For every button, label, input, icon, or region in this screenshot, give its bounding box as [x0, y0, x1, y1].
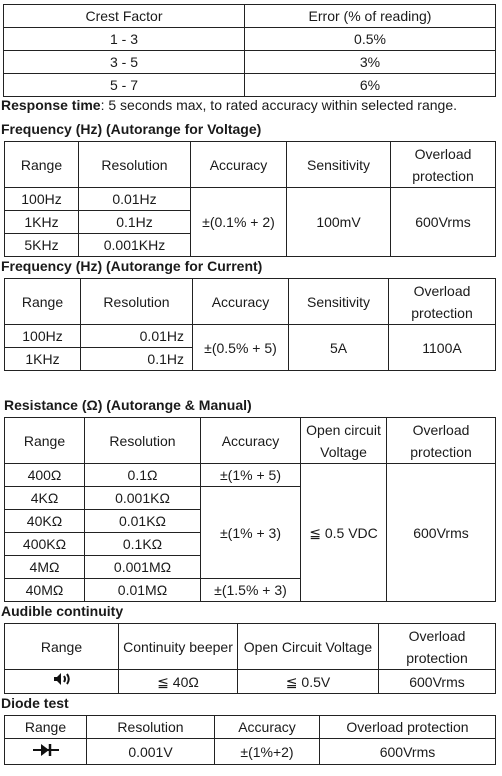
overload-cell: 600Vrms — [320, 739, 496, 765]
crest-factor-table — [3, 4, 496, 97]
header-overload: Overload protection — [320, 716, 496, 739]
header-resolution: Resolution — [81, 279, 193, 325]
accuracy-cell: ±(1% + 3) — [201, 487, 301, 579]
crest-cell: 1 - 3 — [4, 28, 245, 51]
accuracy-cell: ±(1%+2) — [215, 739, 320, 765]
overload-cell: 600Vrms — [391, 188, 496, 257]
overload-cell: 600Vrms — [387, 464, 496, 602]
resolution-cell: 0.1KΩ — [85, 533, 201, 556]
freq-voltage-table — [4, 141, 496, 257]
voltage-cell: ≦ 0.5V — [238, 670, 379, 694]
freq-current-title: Frequency (Hz) (Autorange for Current) — [1, 258, 263, 274]
header-range: Range — [5, 279, 81, 325]
resolution-cell: 0.01Hz — [79, 188, 191, 211]
range-cell: 100Hz — [5, 325, 81, 348]
header-overload: Overload protection — [387, 418, 496, 464]
header-overload: Overload protection — [389, 279, 496, 325]
resolution-cell: 0.01KΩ — [85, 510, 201, 533]
accuracy-cell: ±(1% + 5) — [201, 464, 301, 487]
header-range: Range — [5, 716, 87, 739]
resistance-title: Resistance (Ω) (Autorange & Manual) — [4, 397, 252, 413]
response-time-label: Response time — [1, 97, 101, 113]
sensitivity-cell: 5A — [289, 325, 389, 371]
resolution-cell: 0.1Ω — [85, 464, 201, 487]
header-range: Range — [5, 142, 79, 188]
resolution-cell: 0.001MΩ — [85, 556, 201, 579]
header-continuity-beeper: Continuity beeper — [119, 624, 238, 670]
crest-header-error: Error (% of reading) — [245, 5, 496, 28]
sensitivity-cell: 100mV — [287, 188, 391, 257]
header-accuracy: Accuracy — [193, 279, 289, 325]
header-overload: Overload protection — [391, 142, 496, 188]
resolution-cell: 0.1Hz — [81, 348, 193, 371]
range-cell: 5KHz — [5, 234, 79, 257]
diode-title: Diode test — [1, 695, 69, 711]
crest-cell: 5 - 7 — [4, 74, 245, 97]
range-cell: 100Hz — [5, 188, 79, 211]
freq-voltage-title: Frequency (Hz) (Autorange for Voltage) — [1, 121, 262, 137]
overload-cell: 1100A — [389, 325, 496, 371]
crest-cell: 3 - 5 — [4, 51, 245, 74]
range-cell: 400Ω — [5, 464, 85, 487]
header-open-circuit-voltage: Open Circuit Voltage — [238, 624, 379, 670]
resolution-cell: 0.01Hz — [81, 325, 193, 348]
resolution-cell: 0.1Hz — [79, 211, 191, 234]
crest-cell: 0.5% — [245, 28, 496, 51]
range-cell: 40KΩ — [5, 510, 85, 533]
resolution-cell: 0.001KHz — [79, 234, 191, 257]
accuracy-cell: ±(0.5% + 5) — [193, 325, 289, 371]
response-time-line — [1, 97, 457, 113]
beeper-cell: ≦ 40Ω — [119, 670, 238, 694]
header-resolution: Resolution — [79, 142, 191, 188]
crest-cell: 6% — [245, 74, 496, 97]
range-cell: 1KHz — [5, 211, 79, 234]
diode-table — [4, 715, 496, 765]
range-cell: 1KHz — [5, 348, 81, 371]
range-cell: 400KΩ — [5, 533, 85, 556]
header-sensitivity: Sensitivity — [289, 279, 389, 325]
accuracy-cell: ±(1.5% + 3) — [201, 579, 301, 602]
continuity-table — [4, 623, 496, 694]
resistance-table — [4, 417, 496, 602]
header-range: Range — [5, 624, 119, 670]
continuity-range-cell — [5, 670, 119, 694]
header-sensitivity: Sensitivity — [287, 142, 391, 188]
resolution-cell: 0.01MΩ — [85, 579, 201, 602]
range-cell: 40MΩ — [5, 579, 85, 602]
header-resolution: Resolution — [87, 716, 215, 739]
header-range: Range — [5, 418, 85, 464]
header-accuracy: Accuracy — [215, 716, 320, 739]
diode-icon — [33, 741, 59, 763]
range-cell: 4KΩ — [5, 487, 85, 510]
resolution-cell: 0.001KΩ — [85, 487, 201, 510]
accuracy-cell: ±(0.1% + 2) — [191, 188, 287, 257]
overload-cell: 600Vrms — [379, 670, 496, 694]
header-accuracy: Accuracy — [201, 418, 301, 464]
header-resolution: Resolution — [85, 418, 201, 464]
open-voltage-cell: ≦ 0.5 VDC — [301, 464, 387, 602]
resolution-cell: 0.001V — [87, 739, 215, 765]
speaker-beep-icon — [51, 671, 73, 693]
diode-range-cell — [5, 739, 87, 765]
crest-cell: 3% — [245, 51, 496, 74]
freq-current-table — [4, 278, 496, 371]
header-overload: Overload protection — [379, 624, 496, 670]
range-cell: 4MΩ — [5, 556, 85, 579]
continuity-title: Audible continuity — [1, 603, 124, 619]
response-time-text: : 5 seconds max, to rated accuracy within selected range. — [100, 97, 457, 113]
crest-header-factor: Crest Factor — [4, 5, 245, 28]
header-accuracy: Accuracy — [191, 142, 287, 188]
header-open-circuit-voltage: Open circuit Voltage — [301, 418, 387, 464]
